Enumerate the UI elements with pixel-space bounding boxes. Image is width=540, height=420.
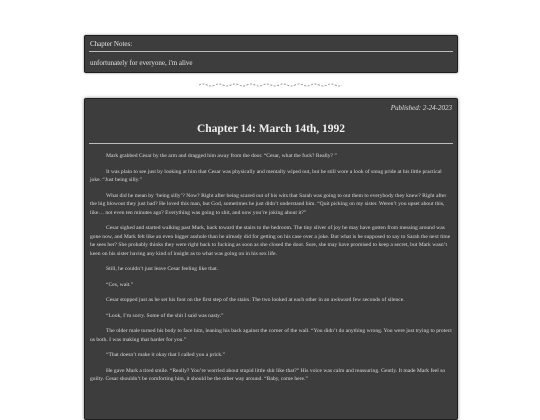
paragraph: Cesar sighed and started walking past Mark, back toward the stairs to the bedroom. The tiny sliver of joy he may have gotten from messing around was gone now, and Mark felt like an even bigger asshole than he already did for getting on his case over a joke. But what is he supposed to say to Sarah the next time he sees her? She probably thinks they were right back to fucking as soon as she closed the door. Sure, she may have promised to keep a secret, but Mark wasn’t keen on his sister having any kind of insight as to what was going on in his sex life. xyxy=(90,225,451,257)
chapter-notes-heading: Chapter Notes: xyxy=(90,40,133,48)
chapter-notes-box xyxy=(84,35,458,73)
notes-divider-rule xyxy=(89,51,453,52)
paragraph: Still, he couldn’t just leave Cesar feeling like that. xyxy=(106,266,219,272)
chapter-body xyxy=(90,152,452,391)
paragraph: “That doesn’t make it okay that I called you a prick.” xyxy=(106,352,226,358)
decorative-divider xyxy=(199,82,342,88)
paragraph: What did he mean by ‘being silly’? Now? Right after being scared out of his wits that Sarah was going to out them to everybody they knew? Right after the big blowout they just had? He loved this man, but God, sometimes he just didn’t understand him. “Quit picking on my sister. Weren’t you upset about this, like… not even ten minutes ago? Everything was going to shit, and now you’re joking about it?” xyxy=(90,192,447,216)
paragraph: The older male turned his body to face him, leaning his back against the corner of the wall. “You didn’t do anything wrong. You were just trying to protect us both. I was making that harder for you.” xyxy=(90,328,452,343)
paragraph: He gave Mark a tired smile. “Really? You’re worried about stupid little shit like that?” His voice was calm and reassuring. Gently. It made Mark feel so guilty. Cesar shouldn’t be comforting him, it should be the other way around. “Baby, come here.” xyxy=(90,367,446,382)
published-date: Published: 2-24-2023 xyxy=(390,104,452,112)
chapter-content-box xyxy=(84,98,458,420)
paragraph: Mark grabbed Cesar by the arm and dragged him away from the door. “Cesar, what the fuck? Really? ” xyxy=(106,153,337,159)
title-divider-rule xyxy=(89,143,453,144)
chapter-notes-text: unfortunately for everyone, i'm alive xyxy=(90,59,193,67)
paragraph: “Ces, wait.” xyxy=(106,281,134,288)
paragraph: Cesar stopped just as he set his foot on the first step of the stairs. The two looked at each other in an awkward few seconds of silence. xyxy=(106,297,405,303)
paragraph: It was plain to see just by looking at him that Cesar was physically and mentally wiped out, but he still wore a look of smug pride at his little practical joke. “Just being silly.” xyxy=(90,168,442,183)
chapter-title: Chapter 14: March 14th, 1992 xyxy=(196,123,346,135)
paragraph: “Look, I’m sorry. Some of the shit I said was nasty.” xyxy=(106,312,224,319)
